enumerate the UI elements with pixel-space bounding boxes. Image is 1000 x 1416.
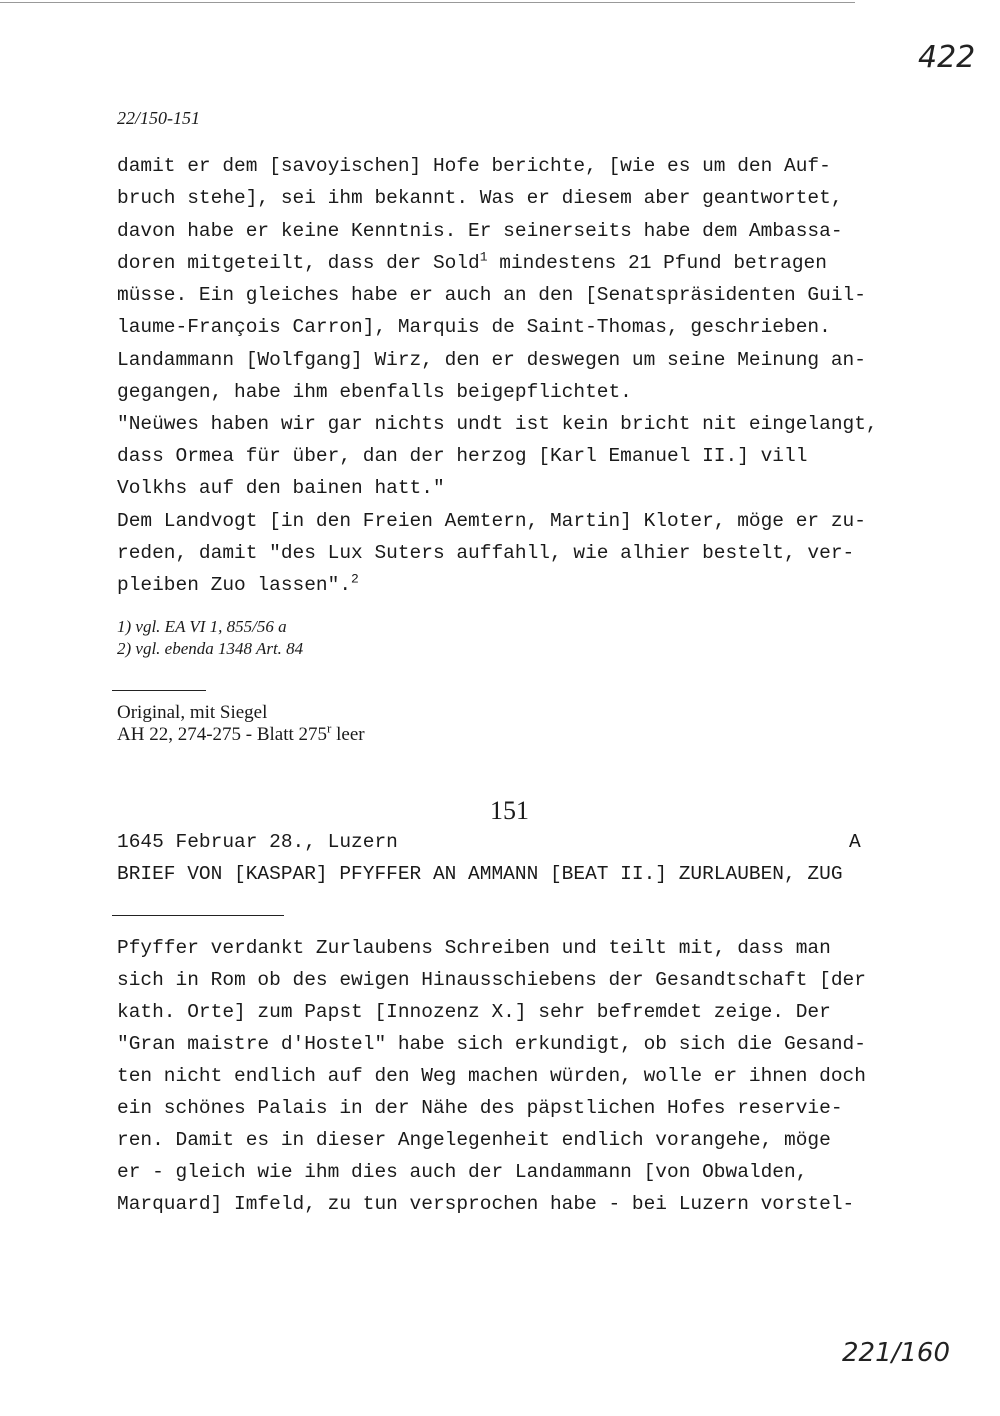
body-line (117, 571, 359, 596)
body-line-start: pleiben Zuo lassen". (117, 574, 352, 596)
summary-line: ein schönes Palais in der Nähe des päpstlichen Hofes reservie- (117, 1097, 843, 1119)
document-number: 151 (490, 796, 529, 825)
source-line: Original, mit Siegel (117, 702, 268, 723)
body-line: müsse. Ein gleiches habe er auch an den [Senatspräsidenten Guil- (117, 284, 866, 306)
body-line-end: mindestens 21 Pfund betragen (499, 252, 827, 274)
summary-line: sich in Rom ob des ewigen Hinausschiebens der Gesandtschaft [der (117, 969, 866, 991)
body-line: damit er dem [savoyischen] Hofe berichte, [wie es um den Auf- (117, 155, 831, 177)
summary-line: Pfyffer verdankt Zurlaubens Schreiben und teilt mit, dass man (117, 937, 831, 959)
body-line: Dem Landvogt [in den Freien Aemtern, Martin] Kloter, möge er zu- (117, 510, 866, 532)
document-date: 1645 Februar 28., Luzern (117, 831, 398, 853)
source-leer: leer (336, 724, 365, 745)
footnote-mark: 2 (351, 571, 359, 587)
document-title: BRIEF VON [KASPAR] PFYFFER AN AMMANN [BEAT II.] ZURLAUBEN, ZUG (117, 863, 843, 885)
footnote-mark: 1 (479, 249, 488, 265)
body-line: laume-François Carron], Marquis de Saint-Thomas, geschrieben. (117, 316, 831, 338)
document-letter: A (849, 831, 861, 853)
body-line: bruch stehe], sei ihm bekannt. Was er diesem aber geantwortet, (117, 187, 843, 209)
summary-line: "Gran maistre d'Hostel" habe sich erkundigt, ob sich die Gesand- (117, 1033, 866, 1055)
divider-rule (112, 690, 206, 691)
summary-line: ten nicht endlich auf den Weg machen würden, wolle er ihnen doch (117, 1065, 866, 1087)
footnote: 1) vgl. EA VI 1, 855/56 a (117, 617, 287, 636)
body-line: davon habe er keine Kenntnis. Er seinerseits habe dem Ambassa- (117, 220, 843, 242)
body-line: gegangen, habe ihm ebenfalls beigepflichtet. (117, 381, 632, 403)
summary-line: ren. Damit es in dieser Angelegenheit endlich vorangehe, möge (117, 1129, 831, 1151)
handwritten-folio-number: 221/160 (842, 1338, 951, 1368)
body-line (117, 249, 827, 274)
summary-line: Marquard] Imfeld, zu tun versprochen habe - bei Luzern vorstel- (117, 1193, 855, 1215)
quote-line: Volkhs auf den bainen hatt." (117, 477, 445, 499)
source-citation: AH 22, 274-275 - Blatt 275 (117, 724, 328, 745)
body-line: Landammann [Wolfgang] Wirz, den er deswegen um seine Meinung an- (117, 349, 866, 371)
body-line: reden, damit "des Lux Suters auffahll, wie alhier bestelt, ver- (117, 542, 855, 564)
source-sup: r (327, 720, 332, 736)
divider-rule (112, 915, 284, 916)
scan-top-edge (0, 2, 855, 3)
footnote: 2) vgl. ebenda 1348 Art. 84 (117, 639, 304, 658)
quote-line: "Neüwes haben wir gar nichts undt ist kein bricht nit eingelangt, (117, 413, 878, 435)
summary-line: er - gleich wie ihm dies auch der Landammann [von Obwalden, (117, 1161, 808, 1183)
summary-line: kath. Orte] zum Papst [Innozenz X.] sehr befremdet zeige. Der (117, 1001, 831, 1023)
quote-line: dass Ormea für über, dan der herzog [Karl Emanuel II.] vill (117, 445, 808, 467)
source-line (117, 720, 365, 746)
archive-page-number: 422 (918, 40, 976, 75)
body-line-start: doren mitgeteilt, dass der Sold (117, 252, 480, 274)
reference-number: 22/150-151 (117, 108, 200, 128)
